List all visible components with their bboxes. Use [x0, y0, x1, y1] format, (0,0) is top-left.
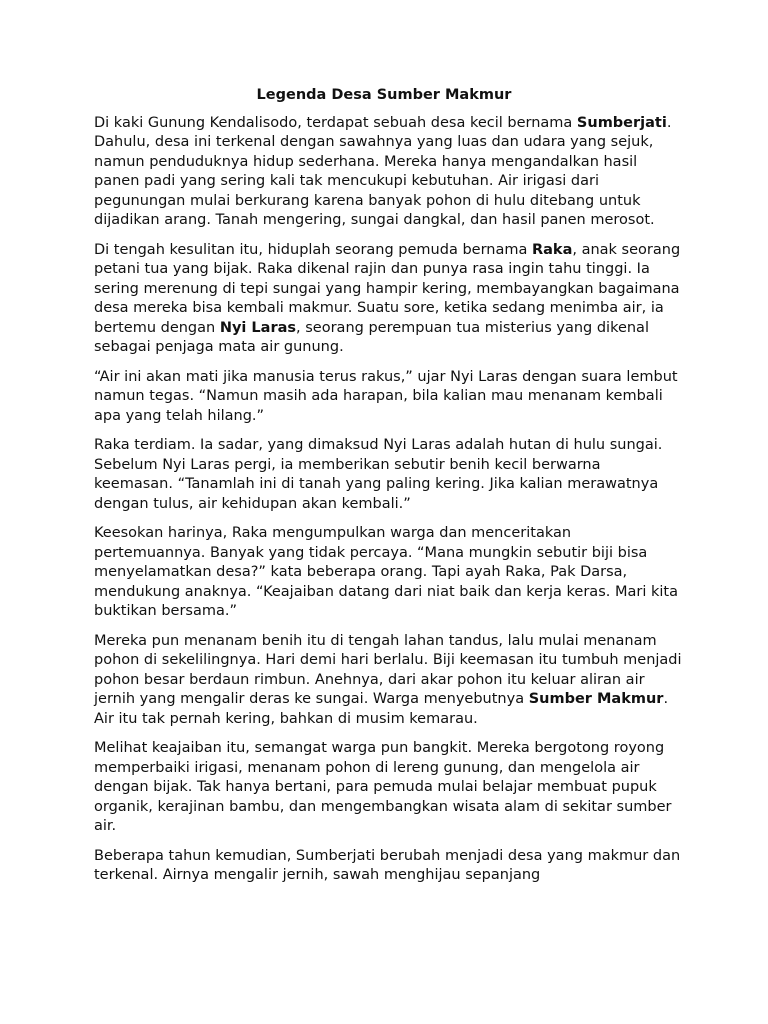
paragraph-text: Di tengah kesulitan itu, hiduplah seorang pemuda bernama — [94, 241, 532, 258]
paragraph-1 — [94, 114, 684, 231]
bold-name-raka: Raka — [531, 241, 573, 258]
paragraph-text: , seorang perempuan tua misterius yang dikenal sebagai penjaga mata air gunung. — [94, 319, 649, 355]
paragraph-text: . Dahulu, desa ini terkenal dengan sawahnya yang luas dan udara yang sejuk, namun penduduknya hidup sederhana. Mereka hanya mengandalkan hasil panen padi yang sering kali tak mencukupi kebutuhan. Air irigasi dari pegunungan mulai berkurang karena banyak pohon di hulu ditebang untuk dijadikan arang. Tanah mengering, sungai dangkal, dan hasil panen merosot. — [94, 114, 672, 228]
paragraph-5: Keesokan harinya, Raka mengumpulkan warga dan menceritakan pertemuannya. Banyak yang tidak percaya. “Mana mungkin sebutir biji bisa menyelamatkan desa?” kata beberapa orang. Tapi ayah Raka, Pak Darsa, mendukung anaknya. “Keajaiban datang dari niat baik dan kerja keras. Mari kita buktikan bersama.” — [94, 525, 678, 619]
paragraph-text: , anak seorang petani tua yang bijak. Raka dikenal rajin dan punya rasa ingin tahu tinggi. Ia sering merenung di tepi sungai yang hampir kering, membayangkan bagaimana desa mereka bisa kembali makmur. Suatu sore, ketika sedang menimba air, ia bertemu dengan — [94, 241, 681, 336]
page-title: Legenda Desa Sumber Makmur — [256, 87, 512, 103]
bold-village-name: Sumberjati — [576, 114, 667, 131]
paragraph-4: Raka terdiam. Ia sadar, yang dimaksud Nyi Laras adalah hutan di hulu sungai. Sebelum Nyi Laras pergi, ia memberikan sebutir benih kecil berwarna keemasan. “Tanamlah ini di tanah yang paling kering. Jika kalian merawatnya dengan tulus, air kehidupan akan kembali.” — [94, 437, 663, 512]
paragraph-text: . Air itu tak pernah kering, bahkan di musim kemarau. — [94, 691, 669, 727]
paragraph-8: Beberapa tahun kemudian, Sumberjati berubah menjadi desa yang makmur dan terkenal. Airnya mengalir jernih, sawah menghijau sepanjang — [94, 847, 681, 883]
bold-name-nyi-laras: Nyi Laras — [219, 319, 297, 336]
paragraph-text: Di kaki Gunung Kendalisodo, terdapat sebuah desa kecil bernama — [94, 114, 573, 131]
paragraph-7: Melihat keajaiban itu, semangat warga pun bangkit. Mereka bergotong royong memperbaiki irigasi, menanam pohon di lereng gunung, dan mengelola air dengan bijak. Tak hanya bertani, para pemuda mulai belajar membuat pupuk organik, kerajinan bambu, dan mengembangkan wisata alam di sekitar sumber air. — [94, 740, 672, 834]
paragraph-3: “Air ini akan mati jika manusia terus rakus,” ujar Nyi Laras dengan suara lembut namun tegas. “Namun masih ada harapan, bila kalian mau menanam kembali apa yang telah hilang.” — [94, 368, 678, 424]
paragraph-text: Mereka pun menanam benih itu di tengah lahan tandus, lalu mulai menanam pohon di sekelilingnya. Hari demi hari berlalu. Biji keemasan itu tumbuh menjadi pohon besar berdaun rimbun. Anehnya, dari akar pohon itu keluar aliran air jernih yang mengalir deras ke sungai. Warga menyebutnya — [94, 632, 682, 707]
paragraph-2 — [94, 241, 684, 358]
paragraph-6 — [94, 632, 684, 730]
bold-spring-name: Sumber Makmur — [528, 691, 664, 707]
